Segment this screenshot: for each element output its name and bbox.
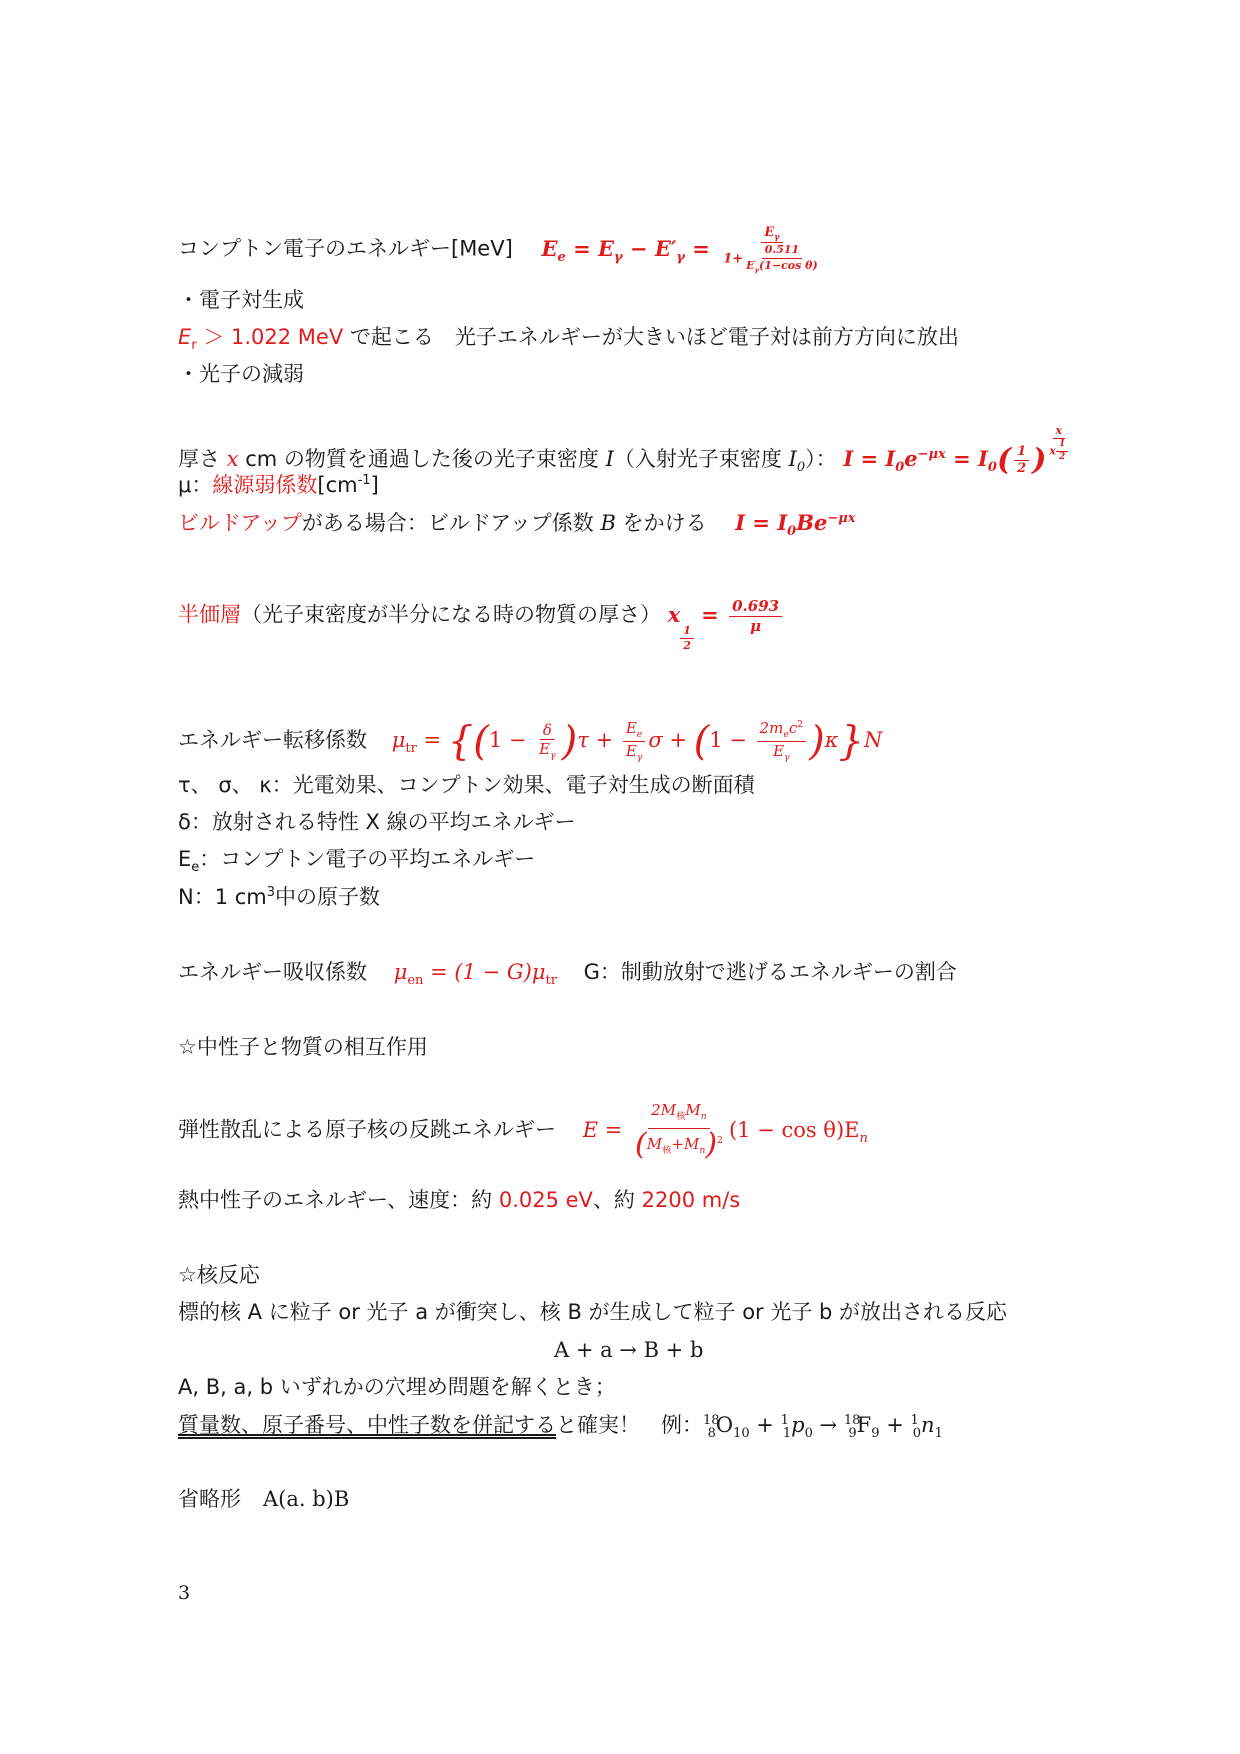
short-form-line: 省略形 A(a. b)B [178, 1487, 350, 1511]
page-number: 3 [178, 1582, 191, 1604]
pair-threshold: $E_r > 1.022$ MeV [178, 325, 344, 354]
halfvalue-line: 半価層（光子束密度が半分になる時の物質の厚さ） x $\frac{1}{2}$ = $\frac{0.693}{\mu}$ [178, 598, 785, 652]
buildup-formula: $I = I_0Be^{-\mu x}$ [735, 510, 856, 540]
thermal-line: 熱中性子のエネルギー、速度：約 0.025 eV、約 2200 m/s [178, 1188, 741, 1212]
def-n: N：1 $cm^3$中の原子数 [178, 885, 381, 909]
nuclear-heading: ☆核反応 [178, 1263, 260, 1287]
transfer-formula: $\mu_{tr} = \{(1$ − $\frac{\delta}{E_\gamma}$ )τ + $\frac{E_e}{E_\gamma}$ σ + (1 − $\frac{2m_ec^2}{E_\gamma}$ )κ}N [391, 718, 883, 765]
attenuation-formula: $I = I_0e^{-\mu x} = I_0$( $\frac{1}{2}$ ) x x $\frac{1}{2}$ [843, 446, 1074, 471]
elastic-formula: E = $\frac{2M_核M_n}{(M_核+M_n)^2}$ $(1 - \cos \theta)E_n$ [582, 1101, 868, 1163]
atten-line: 厚さ x cm の物質を通過した後の光子束密度 I（入射光子束密度 $I_0$）： $I = I_0e^{-\mu x} = I_0$( $\frac{1}{2}$ ) x x $\frac{1}{2}$ [178, 425, 1074, 476]
atten-heading: ・光子の減弱 [178, 362, 304, 386]
halfvalue-formula: x $\frac{1}{2}$ = $\frac{0.693}{\mu}$ [668, 602, 785, 627]
compton-label: コンプトン電子のエネルギー[MeV] [178, 236, 513, 261]
absorb-formula: $\mu_{en} = (1 - G)\mu_{tr}$ [393, 960, 557, 989]
def-delta: δ：放射される特性 X 線の平均エネルギー [178, 810, 576, 834]
reaction-formula: A + a → B + b [554, 1338, 704, 1362]
absorb-line: エネルギー吸収係数 $\mu_{en} = (1 - G)\mu_{tr}$ G：制動放射で逃げるエネルギーの割合 [178, 960, 957, 989]
neutron-heading: ☆中性子と物質の相互作用 [178, 1035, 428, 1059]
nuclear-example: $^{18}_8O_{10} + ^1_1p_0 \to ^{18}_9F_9 + ^1_0n_1$ [703, 1413, 943, 1442]
def-cross-sections: τ、 σ、 κ：光電効果、コンプトン効果、電子対生成の断面積 [178, 773, 755, 797]
compton-fraction: $E_\gamma$ 1+ $\frac{0.511}{E_\gamma(1-\cos \theta)}$ [723, 225, 818, 274]
buildup-line: ビルドアップがある場合：ビルドアップ係数 B をかける $I = I_0Be^{-\mu x}$ [178, 510, 856, 540]
transfer-line: エネルギー転移係数 $\mu_{tr} = \{(1$ − $\frac{\delta}{E_\gamma}$ )τ + $\frac{E_e}{E_\gamma}$ σ + (1 − $\frac{2m_ec^2}{E_\gamma}$ )κ}N [178, 718, 883, 765]
compton-formula: $E_e = E_\gamma - E'_\gamma$ = $E_\gamma$ 1+ $\frac{0.511}{E_\gamma(1-\cos \theta)}$ [541, 236, 826, 261]
compton-line [178, 226, 827, 274]
nuclear-desc: 標的核 A に粒子 or 光子 a が衝突し、核 B が生成して粒子 or 光子 b が放出される反応 [178, 1300, 1008, 1324]
mu-line: μ：線源弱係数$[cm^{-1}]$ [178, 473, 379, 497]
pair-heading: ・電子対生成 [178, 288, 304, 312]
pair-line: $E_r > 1.022$ MeV で起こる 光子エネルギーが大きいほど電子対は前方方向に放出 [178, 325, 959, 354]
nuclear-hint: A, B, a, b いずれかの穴埋め問題を解くとき； [178, 1375, 616, 1399]
nuclear-tip: 質量数、原子番号、中性子数を併記すると確実！ 例：$^{18}_8O_{10} + ^1_1p_0 \to ^{18}_9F_9 + ^1_0n_1$ [178, 1413, 943, 1442]
def-ee: $E_e$：コンプトン電子の平均エネルギー [178, 847, 536, 876]
elastic-line: 弾性散乱による原子核の反跳エネルギー E = $\frac{2M_核M_n}{(M_核+M_n)^2}$ $(1 - \cos \theta)E_n$ [178, 1101, 868, 1163]
